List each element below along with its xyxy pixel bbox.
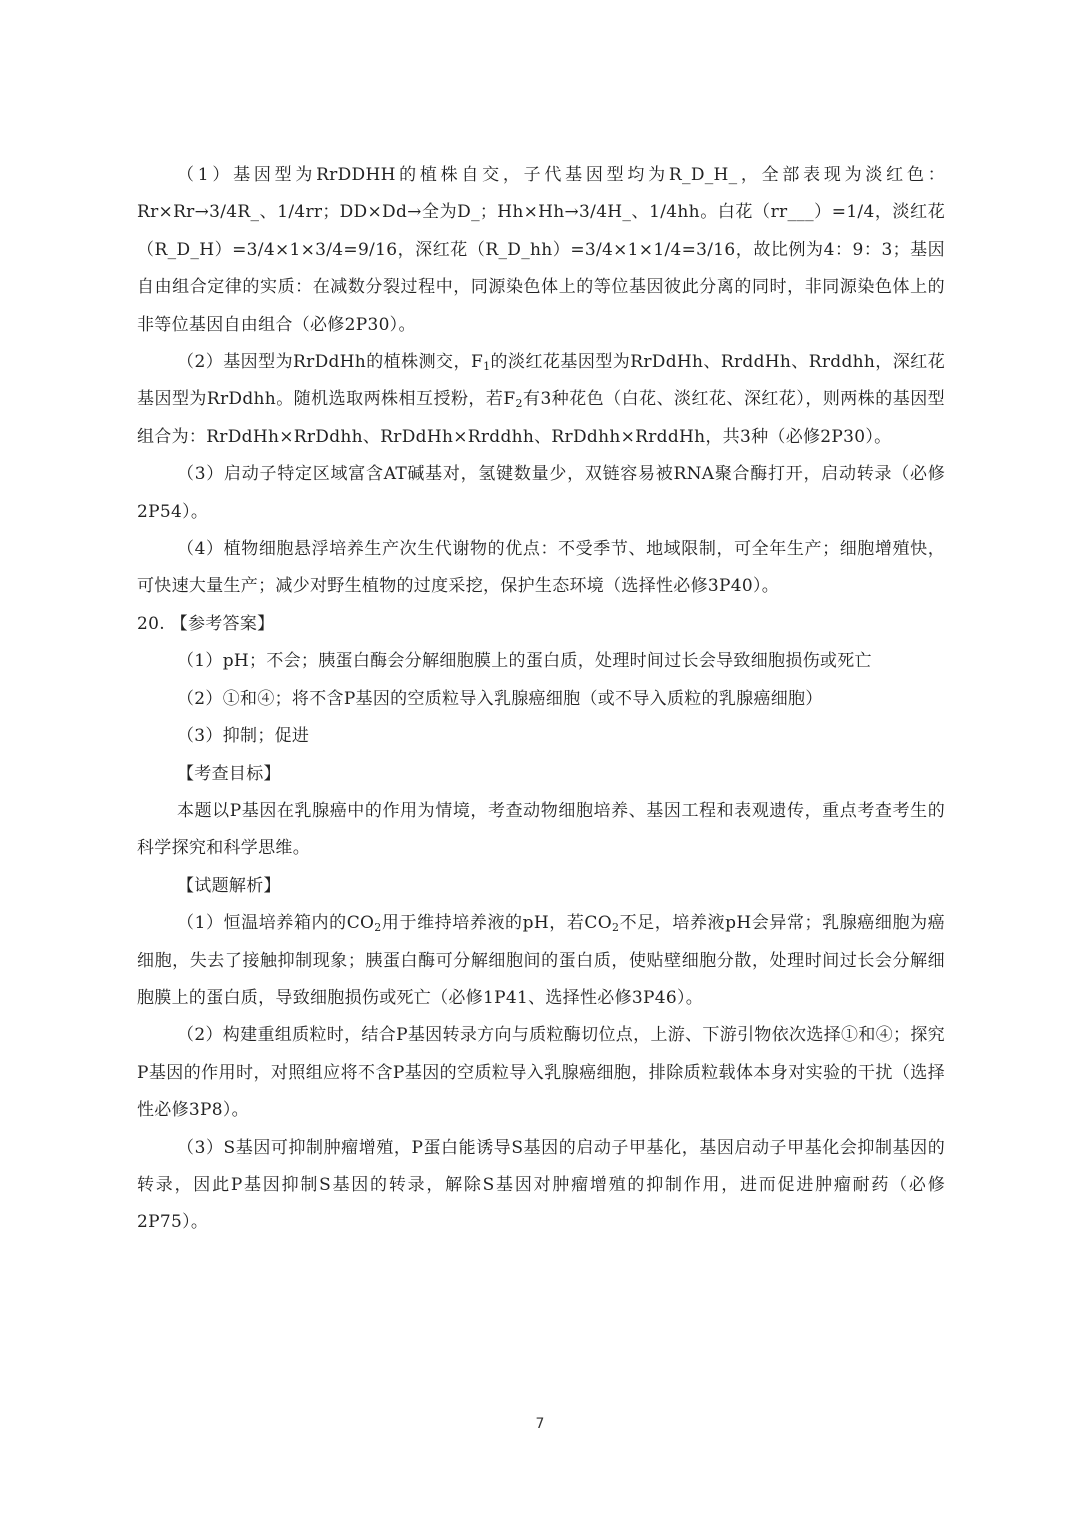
subscript: 2 xyxy=(611,921,620,935)
q20-answer-heading: 20. 【参考答案】 xyxy=(137,613,275,634)
text-run: （2）基因型为RrDdHh的植株测交，F xyxy=(177,352,484,373)
analysis-part3-paragraph: （3）S基因可抑制肿瘤增殖，P蛋白能诱导S基因的启动子甲基化，基因启动子甲基化会抑制基因的转录，因此P基因抑制S基因的转录，解除S基因对肿瘤增殖的抑制作用，进而促进肿瘤耐药（必修2P75）。 xyxy=(137,1137,945,1233)
q19-part3-paragraph: （3）启动子特定区域富含AT碱基对，氢键数量少，双链容易被RNA聚合酶打开，启动转录（必修2P54）。 xyxy=(137,464,945,522)
goal-paragraph: 本题以P基因在乳腺癌中的作用为情境，考查动物细胞培养、基因工程和表观遗传，重点考查考生的科学探究和科学思维。 xyxy=(137,800,945,859)
analysis-part1-paragraph xyxy=(137,905,945,1017)
text-run: （1）恒温培养箱内的CO xyxy=(177,913,375,934)
text-run: 的淡红花基因型为RrDdHh、RrddHh、Rrddhh，深红花基因型为RrDdhh。随机选取两株相互授粉，若F xyxy=(137,352,945,410)
q19-part1-paragraph: （1）基因型为RrDDHH的植株自交，子代基因型均为R_D_H_，全部表现为淡红色：Rr×Rr→3/4R_、1/4rr；DD×Dd→全为D_；Hh×Hh→3/4H_、1/4hh。白花（rr___）=1/4，淡红花（R_D_H）=3/4×1×3/4=9/16，深红花（R_D_hh）=3/4×1×1/4=3/16，故比例为4：9：3；基因自由组合定律的实质：在减数分裂过程中，同源染色体上的等位基因彼此分离的同时，非同源染色体上的非等位基因自由组合（必修2P30）。 xyxy=(137,165,945,335)
page-number: 7 xyxy=(535,1416,545,1432)
analysis-part2-paragraph: （2）构建重组质粒时，结合P基因转录方向与质粒酶切位点，上游、下游引物依次选择①和④；探究P基因的作用时，对照组应将不含P基因的空质粒导入乳腺癌细胞，排除质粒载体本身对实验的干扰（选择性必修3P8）。 xyxy=(137,1025,945,1121)
text-run: 有3种花色（白花、淡红花、深红花），则两株的基因型组合为：RrDdHh×RrDdhh、RrDdHh×Rrddhh、RrDdhh×RrddHh，共3种（必修2P30）。 xyxy=(137,389,945,447)
q19-part2-paragraph xyxy=(137,344,945,456)
analysis-heading: 【试题解析】 xyxy=(177,875,281,896)
q19-part4-paragraph: （4）植物细胞悬浮培养生产次生代谢物的优点：不受季节、地域限制，可全年生产；细胞增殖快，可快速大量生产；减少对野生植物的过度采挖，保护生态环境（选择性必修3P40）。 xyxy=(137,539,945,597)
text-run: 用于维持培养液的pH，若CO xyxy=(381,913,612,934)
document-body xyxy=(137,157,945,1242)
subscript: 2 xyxy=(515,397,523,411)
q20-answer-1: （1）pH；不会；胰蛋白酶会分解细胞膜上的蛋白质，处理时间过长会导致细胞损伤或死亡 xyxy=(177,651,872,672)
q20-answer-2: （2）①和④；将不含P基因的空质粒导入乳腺癌细胞（或不导入质粒的乳腺癌细胞） xyxy=(177,688,823,709)
subscript: 1 xyxy=(483,360,491,374)
goal-heading: 【考查目标】 xyxy=(177,763,281,784)
q20-answer-3: （3）抑制；促进 xyxy=(177,726,310,747)
text-run: 不足，培养液pH会异常；乳腺癌细胞为癌细胞，失去了接触抑制现象；胰蛋白酶可分解细胞间的蛋白质，使贴壁细胞分散，处理时间过长会分解细胞膜上的蛋白质，导致细胞损伤或死亡（必修1P41、选择性必修3P46）。 xyxy=(137,913,945,1008)
subscript: 2 xyxy=(374,921,382,935)
